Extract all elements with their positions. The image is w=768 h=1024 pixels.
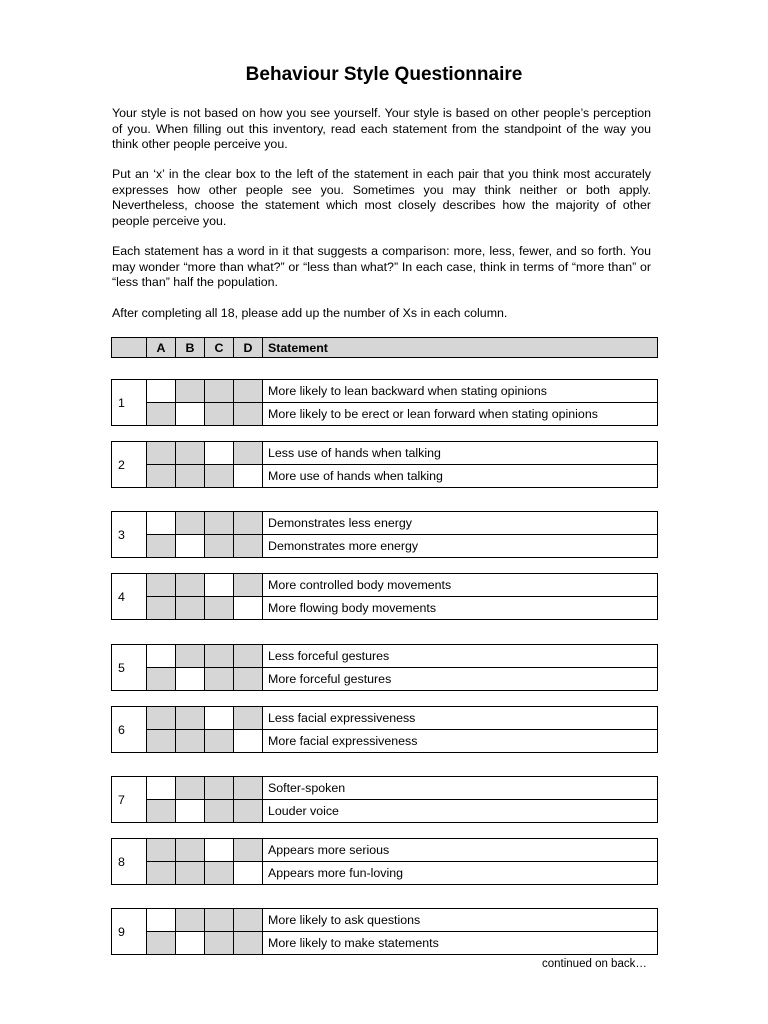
shaded-box-a [147,730,176,753]
statement-text: More likely to make statements [263,932,658,955]
statement-text: Softer-spoken [263,777,658,800]
question-row [112,668,658,691]
statement-text: More use of hands when talking [263,465,658,488]
statement-text: Louder voice [263,800,658,823]
question-row [112,574,658,597]
shaded-box-a [147,800,176,823]
statement-text: More likely to ask questions [263,909,658,932]
statement-text: Demonstrates more energy [263,535,658,558]
question-4 [111,573,658,620]
shaded-box-c [205,800,234,823]
statement-text: More likely to be erect or lean forward when stating opinions [263,403,658,426]
shaded-box-b [176,707,205,730]
shaded-box-c [205,932,234,955]
question-row [112,777,658,800]
shaded-box-b [176,465,205,488]
question-row [112,839,658,862]
shaded-box-a [147,403,176,426]
shaded-box-b [176,862,205,885]
answer-box-d[interactable] [234,465,263,488]
answer-box-c[interactable] [205,839,234,862]
shaded-box-c [205,645,234,668]
answer-box-c[interactable] [205,442,234,465]
question-row [112,909,658,932]
shaded-box-d [234,574,263,597]
statement-text: More facial expressiveness [263,730,658,753]
shaded-box-a [147,707,176,730]
question-2 [111,441,658,488]
shaded-box-b [176,645,205,668]
shaded-box-b [176,597,205,620]
shaded-box-a [147,535,176,558]
question-number: 6 [112,707,147,753]
statement-text: Appears more serious [263,839,658,862]
shaded-box-d [234,442,263,465]
shaded-box-d [234,403,263,426]
statement-text: More likely to lean backward when stating opinions [263,380,658,403]
shaded-box-d [234,512,263,535]
shaded-box-a [147,574,176,597]
question-row [112,707,658,730]
shaded-box-a [147,839,176,862]
question-5 [111,644,658,691]
question-number: 4 [112,574,147,620]
question-row [112,442,658,465]
shaded-box-b [176,442,205,465]
shaded-box-d [234,909,263,932]
question-6 [111,706,658,753]
statement-text: Demonstrates less energy [263,512,658,535]
shaded-box-a [147,862,176,885]
intro-paragraph-1: Your style is not based on how you see yourself. Your style is based on other people’s perception of you. When filling out this inventory, read each statement from the standpoint of the way you think other people perceive you. [112,106,651,151]
header-row [112,338,658,358]
question-8 [111,838,658,885]
shaded-box-c [205,862,234,885]
question-row [112,645,658,668]
statement-text: More controlled body movements [263,574,658,597]
shaded-box-a [147,932,176,955]
shaded-box-c [205,403,234,426]
shaded-box-c [205,512,234,535]
question-row [112,403,658,426]
answer-box-c[interactable] [205,707,234,730]
answer-box-b[interactable] [176,668,205,691]
shaded-box-c [205,465,234,488]
question-number: 9 [112,909,147,955]
shaded-box-c [205,535,234,558]
intro-paragraph-3: Each statement has a word in it that suggests a comparison: more, less, fewer, and so forth. You may wonder “more than what?” or “less than what?” In each case, think in terms of “more than” or “less than” half the population. [112,244,651,289]
shaded-box-d [234,380,263,403]
answer-box-a[interactable] [147,380,176,403]
shaded-box-c [205,777,234,800]
answer-box-a[interactable] [147,777,176,800]
intro-paragraph-2: Put an ‘x’ in the clear box to the left of the statement in each pair that you think most accurately expresses how other people see you. Sometimes you may think neither or both apply. Nevertheless, choose the statement which most closely describes how the majority of other people perceive you. [112,167,651,228]
shaded-box-a [147,597,176,620]
question-9 [111,908,658,955]
shaded-box-b [176,839,205,862]
answer-box-d[interactable] [234,730,263,753]
question-row [112,535,658,558]
question-3 [111,511,658,558]
question-row [112,730,658,753]
shaded-box-c [205,380,234,403]
header-statement: Statement [263,338,658,358]
shaded-box-a [147,442,176,465]
shaded-box-b [176,777,205,800]
statement-text: Less forceful gestures [263,645,658,668]
answer-box-c[interactable] [205,574,234,597]
statement-text: More forceful gestures [263,668,658,691]
statement-text: Less use of hands when talking [263,442,658,465]
header-column-c: C [205,338,234,358]
shaded-box-d [234,932,263,955]
answer-box-b[interactable] [176,403,205,426]
shaded-box-d [234,535,263,558]
question-row [112,380,658,403]
question-number: 7 [112,777,147,823]
question-number: 1 [112,380,147,426]
answer-box-b[interactable] [176,535,205,558]
shaded-box-b [176,574,205,597]
question-row [112,597,658,620]
continued-note: continued on back… [542,958,647,970]
shaded-box-b [176,909,205,932]
answer-box-a[interactable] [147,512,176,535]
question-1 [111,379,658,426]
shaded-box-c [205,909,234,932]
statement-text: Less facial expressiveness [263,707,658,730]
shaded-box-d [234,839,263,862]
header-table [111,337,658,358]
question-7 [111,776,658,823]
answer-box-d[interactable] [234,862,263,885]
shaded-box-d [234,777,263,800]
shaded-box-c [205,668,234,691]
shaded-box-c [205,597,234,620]
answer-box-d[interactable] [234,597,263,620]
statement-text: More flowing body movements [263,597,658,620]
answer-box-b[interactable] [176,800,205,823]
question-row [112,932,658,955]
intro-paragraph-4: After completing all 18, please add up the number of Xs in each column. [112,306,508,320]
header-column-a: A [147,338,176,358]
shaded-box-a [147,465,176,488]
shaded-box-b [176,512,205,535]
shaded-box-d [234,668,263,691]
answer-box-b[interactable] [176,932,205,955]
question-row [112,862,658,885]
question-row [112,512,658,535]
shaded-box-d [234,800,263,823]
shaded-box-c [205,730,234,753]
shaded-box-d [234,707,263,730]
shaded-box-b [176,730,205,753]
question-number: 5 [112,645,147,691]
header-number-cell [112,338,147,358]
question-row [112,800,658,823]
question-number: 2 [112,442,147,488]
question-number: 3 [112,512,147,558]
header-column-b: B [176,338,205,358]
answer-box-a[interactable] [147,645,176,668]
header-column-d: D [234,338,263,358]
statement-text: Appears more fun-loving [263,862,658,885]
page-title: Behaviour Style Questionnaire [245,64,523,85]
shaded-box-b [176,380,205,403]
question-number: 8 [112,839,147,885]
question-row [112,465,658,488]
answer-box-a[interactable] [147,909,176,932]
shaded-box-d [234,645,263,668]
shaded-box-a [147,668,176,691]
